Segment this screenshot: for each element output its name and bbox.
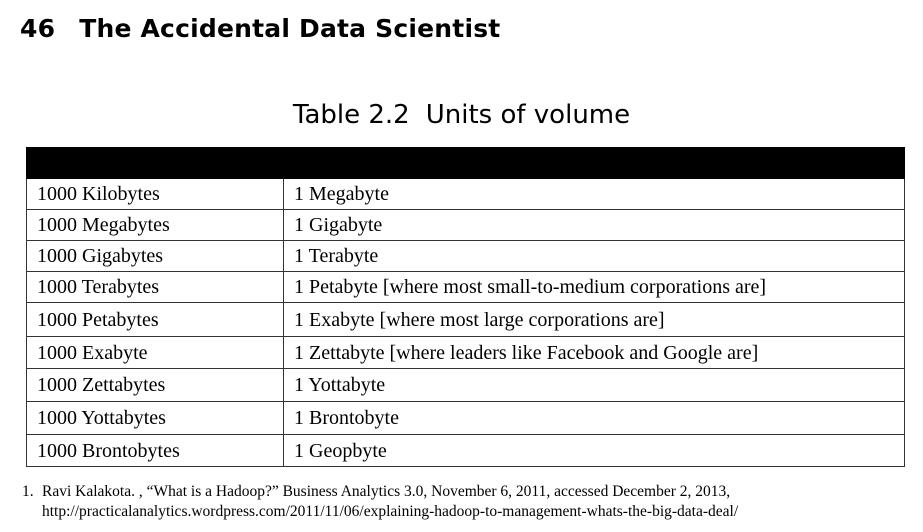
table-row — [27, 241, 905, 272]
table-row — [27, 272, 905, 303]
table-row — [27, 402, 905, 435]
table-cell-amount: 1000 Brontobytes — [27, 435, 284, 467]
table-cell-equivalent: 1 Terabyte — [284, 241, 905, 272]
footnote-number: 1. — [22, 483, 34, 500]
table-cell-amount: 1000 Terabytes — [27, 272, 284, 303]
table-row — [27, 179, 905, 210]
table-row — [27, 210, 905, 241]
table-row — [27, 369, 905, 402]
table-cell-equivalent: 1 Gigabyte — [284, 210, 905, 241]
table-cell-amount: 1000 Megabytes — [27, 210, 284, 241]
table-header-cell-2 — [284, 148, 905, 179]
table-header-row — [27, 148, 905, 179]
page-number: 46 — [20, 14, 56, 43]
table-cell-equivalent: 1 Petabyte [where most small-to-medium corporations are] — [284, 272, 905, 303]
table-row — [27, 303, 905, 337]
book-title: The Accidental Data Scientist — [79, 14, 501, 43]
table-cell-equivalent: 1 Exabyte [where most large corporations are] — [284, 303, 905, 337]
table-row — [27, 435, 905, 467]
table-cell-equivalent: 1 Geopbyte — [284, 435, 905, 467]
table-caption-title: Units of volume — [425, 100, 631, 130]
running-head — [20, 14, 500, 43]
table-row — [27, 337, 905, 369]
table-cell-equivalent: 1 Megabyte — [284, 179, 905, 210]
table-caption-label: Table 2.2 — [292, 100, 410, 130]
table-cell-amount: 1000 Yottabytes — [27, 402, 284, 435]
table-cell-amount: 1000 Zettabytes — [27, 369, 284, 402]
table-cell-amount: 1000 Kilobytes — [27, 179, 284, 210]
table-header-cell-1 — [27, 148, 284, 179]
table-cell-equivalent: 1 Brontobyte — [284, 402, 905, 435]
table-cell-amount: 1000 Petabytes — [27, 303, 284, 337]
table-cell-amount: 1000 Gigabytes — [27, 241, 284, 272]
table-cell-amount: 1000 Exabyte — [27, 337, 284, 369]
table-caption — [0, 100, 923, 130]
footnote — [22, 482, 912, 522]
units-of-volume-table — [26, 147, 905, 467]
table-cell-equivalent: 1 Zettabyte [where leaders like Facebook and Google are] — [284, 337, 905, 369]
table-cell-equivalent: 1 Yottabyte — [284, 369, 905, 402]
footnote-text: Ravi Kalakota. , “What is a Hadoop?” Business Analytics 3.0, November 6, 2011, accessed December 2, 2013, http://practicalanalytics.wordpress.com/2011/11/06/explaining-hadoop-to-management-whats-the-big-data-deal/ — [42, 483, 739, 520]
